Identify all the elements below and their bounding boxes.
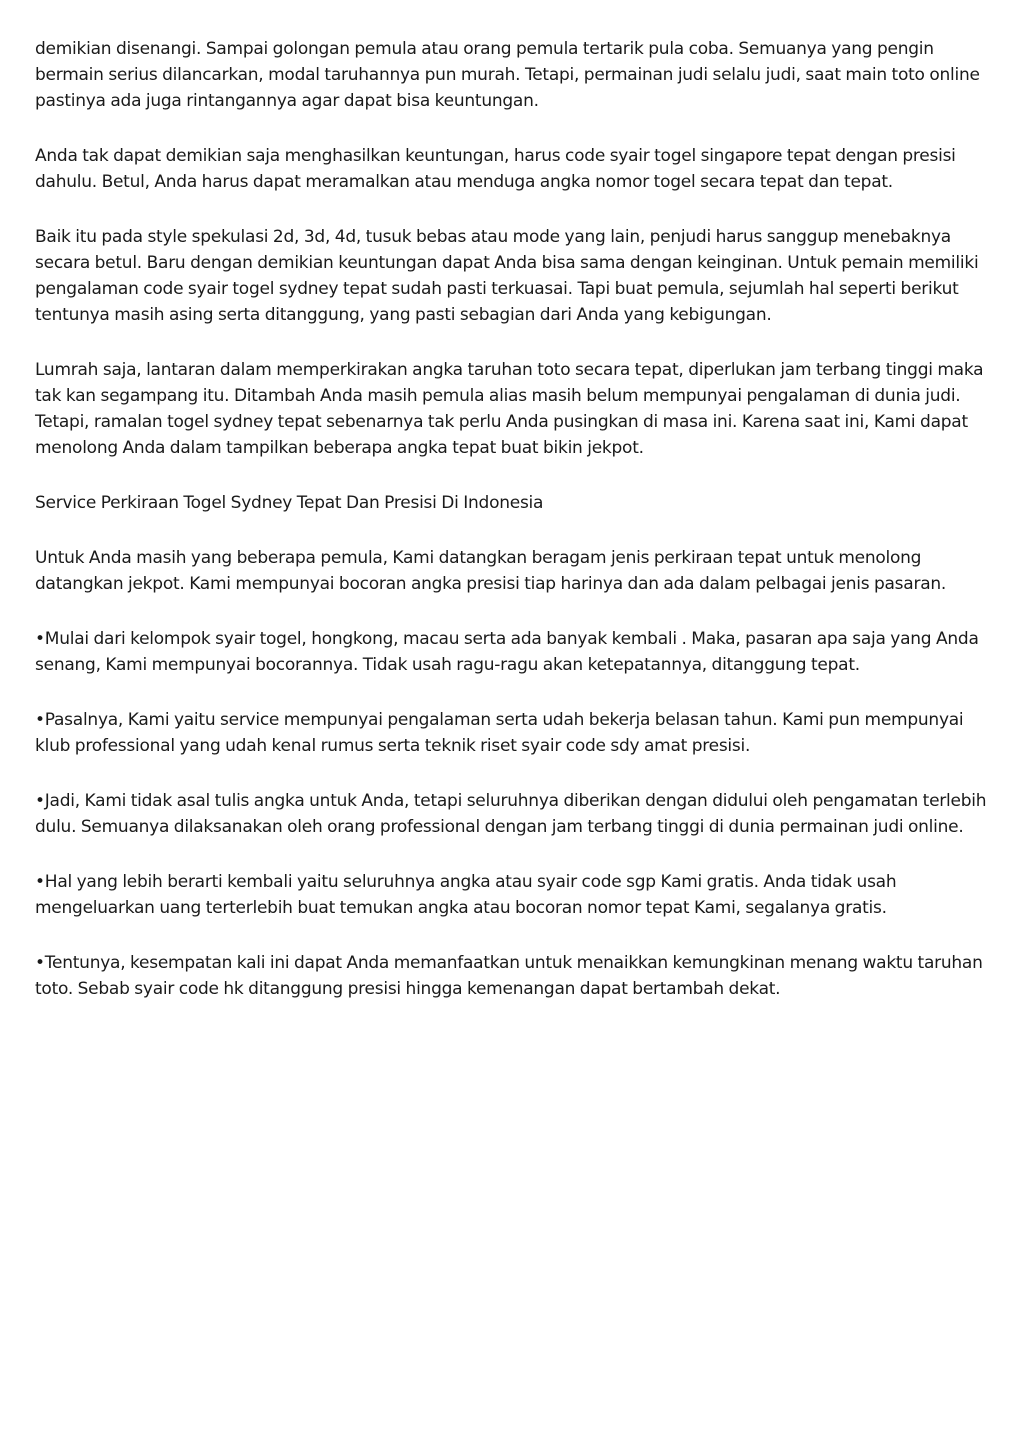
bullet-lead: Mulai (44, 629, 89, 649)
section-heading: Service Perkiraan Togel Sydney Tepat Dan Presisi Di Indonesia (35, 493, 544, 513)
bullet-text: dari kelompok syair togel, hongkong, macau serta ada banyak kembali . Maka, pasaran apa saja yang Anda senang, Kami mempunyai bocorannya. Tidak usah ragu-ragu akan ketepatannya, ditanggung tepat. (35, 629, 979, 675)
bullet-marker: • (35, 872, 45, 892)
paragraph: Untuk Anda masih yang beberapa pemula, Kami datangkan beragam jenis perkiraan tepat untuk menolong datangkan jekpot. Kami mempunyai bocoran angka presisi tiap harinya dan ada dalam pelbagai jenis pasaran. (35, 548, 947, 594)
paragraph: demikian disenangi. Sampai golongan pemula atau orang pemula tertarik pula coba. Semuanya yang pengin bermain serius dilancarkan, modal taruhannya pun murah. Tetapi, permainan judi selalu judi, saat main toto online pastinya ada juga rintangannya agar dapat bisa keuntungan. (35, 39, 980, 111)
bullet-text: kesempatan kali ini dapat Anda memanfaatkan untuk menaikkan kemungkinan menang waktu taruhan toto. Sebab syair code hk ditanggung presisi hingga kemenangan dapat bertambah dekat. (35, 953, 983, 999)
bullet-item (35, 707, 990, 759)
paragraph: Anda tak dapat demikian saja menghasilkan keuntungan, harus code syair togel singapore tepat dengan presisi dahulu. Betul, Anda harus dapat meramalkan atau menduga angka nomor togel secara tepat dan tepat. (35, 146, 956, 192)
document-body (35, 36, 990, 1031)
bullet-marker: • (35, 710, 45, 730)
paragraph: Lumrah saja, lantaran dalam memperkirakan angka taruhan toto secara tepat, diperlukan jam terbang tinggi maka tak kan segampang itu. Ditambah Anda masih pemula alias masih belum mempunyai pengalaman di dunia judi. Tetapi, ramalan togel sydney tepat sebenarnya tak perlu Anda pusingkan di masa ini. Karena saat ini, Kami dapat menolong Anda dalam tampilkan beberapa angka tepat buat bikin jekpot. (35, 360, 984, 458)
bullet-text: yang lebih berarti kembali yaitu seluruhnya angka atau syair code sgp Kami gratis. Anda tidak usah mengeluarkan uang terterlebih buat temukan angka atau bocoran nomor tepat Kami, segalanya gratis. (35, 872, 897, 918)
bullet-lead: Hal (44, 872, 72, 892)
bullet-item (35, 950, 990, 1002)
bullet-marker: • (35, 629, 45, 649)
bullet-text: Kami tidak asal tulis angka untuk Anda, tetapi seluruhnya diberikan dengan didului oleh pengamatan terlebih dulu. Semuanya dilaksanakan oleh orang professional dengan jam terbang tinggi di dunia permainan judi online. (35, 791, 987, 837)
paragraph: Baik itu pada style spekulasi 2d, 3d, 4d, tusuk bebas atau mode yang lain, penjudi harus sanggup menebaknya secara betul. Baru dengan demikian keuntungan dapat Anda bisa sama dengan keinginan. Untuk pemain memiliki pengalaman code syair togel sydney tepat sudah pasti terkuasai. Tapi buat pemula, sejumlah hal seperti berikut tentunya masih asing serta ditanggung, yang pasti sebagian dari Anda yang kebigungan. (35, 227, 979, 325)
bullet-item (35, 788, 990, 840)
bullet-lead: Jadi, (44, 791, 80, 811)
bullet-lead: Tentunya, (44, 953, 126, 973)
bullet-item (35, 626, 990, 678)
bullet-text: Kami yaitu service mempunyai pengalaman serta udah bekerja belasan tahun. Kami pun mempunyai klub professional yang udah kenal rumus serta teknik riset syair code sdy amat presisi. (35, 710, 964, 756)
bullet-item (35, 869, 990, 921)
bullet-lead: Pasalnya, (44, 710, 124, 730)
bullet-marker: • (35, 953, 45, 973)
bullet-marker: • (35, 791, 45, 811)
